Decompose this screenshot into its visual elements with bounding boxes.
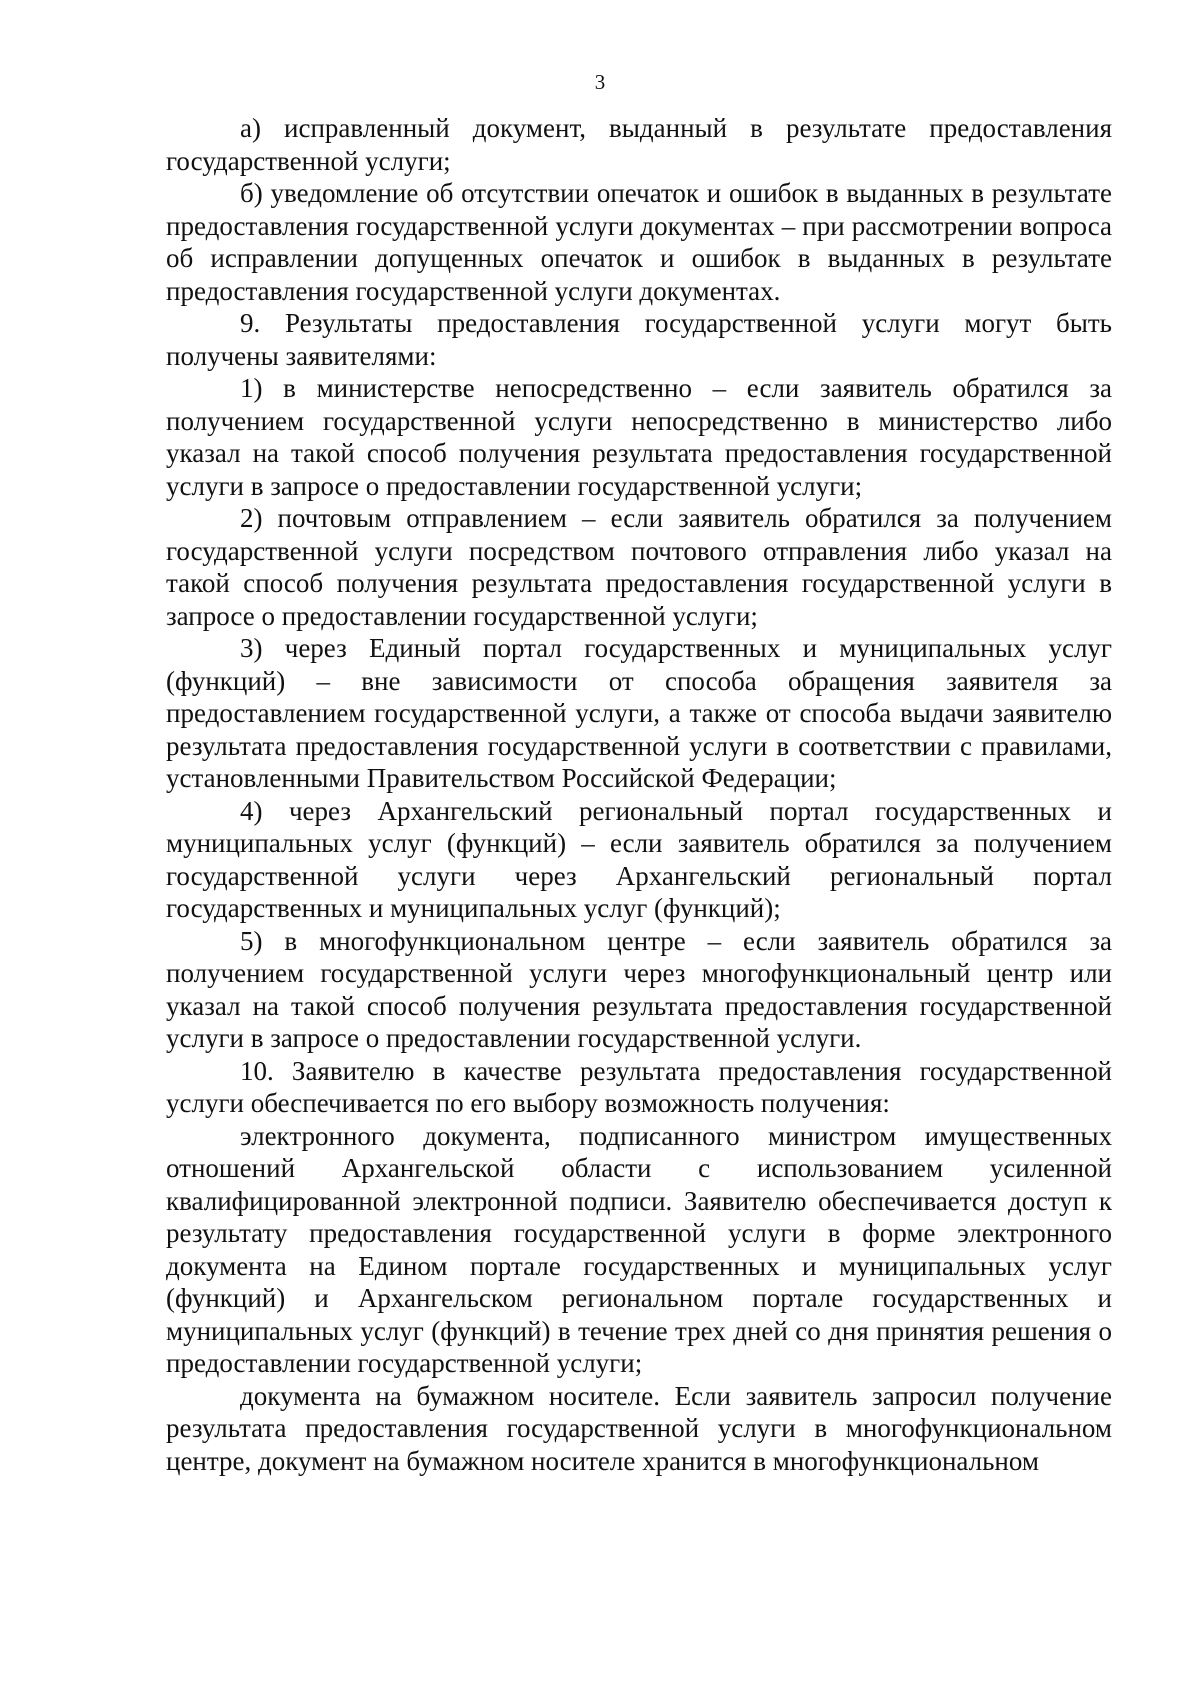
paragraph-8a: а) исправленный документ, выданный в результате предоставления государственной услуги; <box>166 113 1112 176</box>
paragraph-9: 9. Результаты предоставления государственной услуги могут быть получены заявителями: <box>166 308 1112 371</box>
paragraph-9-3: 3) через Единый портал государственных и муниципальных услуг (функций) – вне зависимости от способа обращения заявителя за предоставлением государственной услуги, а также от способа выдачи заявителю результата предоставления государственной услуги в соответствии с правилами, установленными Правительством Российской Федерации; <box>166 633 1112 793</box>
page-number: 3 <box>594 70 606 94</box>
paragraph-10: 10. Заявителю в качестве результата предоставления государственной услуги обеспечивается по его выбору возможность получения: <box>166 1055 1112 1118</box>
paragraph-9-5: 5) в многофункциональном центре – если заявитель обратился за получением государственной услуги через многофункциональный центр или указал на такой способ получения результата предоставления государственной услуги в запросе о предоставлении государственной услуги. <box>166 925 1112 1053</box>
paragraph-9-4: 4) через Архангельский региональный портал государственных и муниципальных услуг (функций) – если заявитель обратился за получением государственной услуги через Архангельский региональный портал государственных и муниципальных услуг (функций); <box>166 795 1112 923</box>
paragraph-10-paper: документа на бумажном носителе. Если заявитель запросил получение результата предоставления государственной услуги в многофункциональном центре, документ на бумажном носителе хранится в многофункциональном <box>166 1380 1112 1476</box>
paragraph-8b: б) уведомление об отсутствии опечаток и ошибок в выданных в результате предоставления государственной услуги документах – при рассмотрении вопроса об исправлении допущенных опечаток и ошибок в выданных в результате предоставления государственной услуги документах. <box>166 178 1112 306</box>
paragraph-9-1: 1) в министерстве непосредственно – если заявитель обратился за получением государственной услуги непосредственно в министерство либо указал на такой способ получения результата предоставления государственной услуги в запросе о предоставлении государственной услуги; <box>166 373 1112 501</box>
paragraph-10-electronic: электронного документа, подписанного министром имущественных отношений Архангельской области с использованием усиленной квалифицированной электронной подписи. Заявителю обеспечивается доступ к результату предоставления государственной услуги в форме электронного документа на Едином портале государственных и муниципальных услуг (функций) и Архангельском региональном портале государственных и муниципальных услуг (функций) в течение трех дней со дня принятия решения о предоставлении государственной услуги; <box>166 1120 1112 1378</box>
document-body <box>166 112 1112 1477</box>
paragraph-9-2: 2) почтовым отправлением – если заявитель обратился за получением государственной услуги посредством почтового отправления либо указал на такой способ получения результата предоставления государственной услуги в запросе о предоставлении государственной услуги; <box>166 503 1112 631</box>
